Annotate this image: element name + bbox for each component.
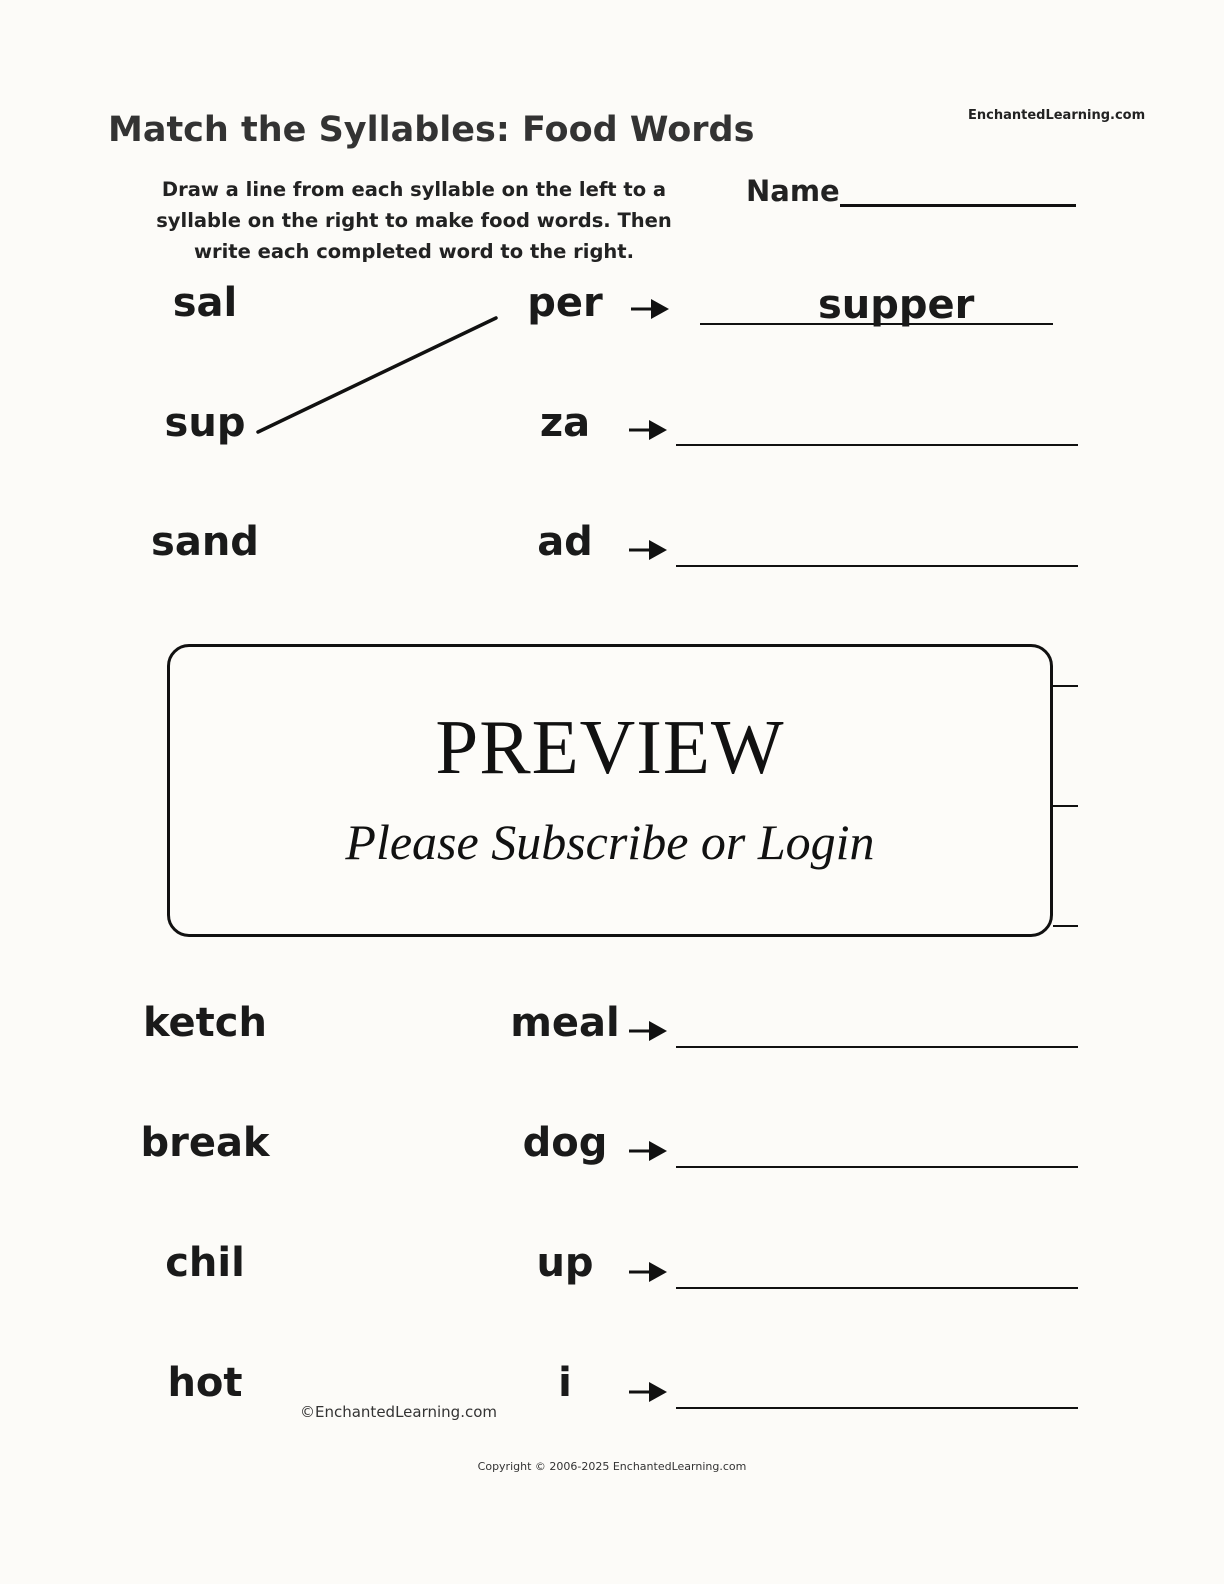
left-syllable: sand [151, 519, 259, 565]
answer-line[interactable] [676, 1407, 1078, 1409]
answer-line-stub [1053, 685, 1078, 687]
arrow-icon [629, 1140, 667, 1162]
arrow-icon [629, 1381, 667, 1403]
right-syllable: za [539, 400, 591, 446]
answer-line[interactable] [676, 1287, 1078, 1289]
left-syllable: chil [165, 1240, 245, 1286]
right-syllable: i [558, 1360, 572, 1406]
right-syllable: meal [510, 1000, 620, 1046]
name-write-line[interactable] [840, 204, 1076, 207]
right-syllable: ad [537, 519, 593, 565]
arrow-icon [631, 298, 669, 320]
left-syllable: ketch [143, 1000, 267, 1046]
preview-title: PREVIEW [435, 704, 785, 790]
subscribe-login-link[interactable]: Please Subscribe or Login [345, 814, 875, 870]
example-answer: supper [818, 282, 975, 328]
answer-line[interactable] [676, 565, 1078, 567]
arrow-icon [629, 1261, 667, 1283]
answer-line-stub [1053, 805, 1078, 807]
instructions: Draw a line from each syllable on the left to a syllable on the right to make food words. Then write each completed word to the right. [156, 178, 672, 263]
answer-line[interactable] [676, 444, 1078, 446]
preview-overlay[interactable] [167, 644, 1053, 937]
watermark: ©EnchantedLearning.com [300, 1403, 497, 1421]
left-syllable: sup [164, 400, 246, 446]
left-syllable: hot [167, 1360, 243, 1406]
answer-line-stub [1053, 925, 1078, 927]
answer-line[interactable] [676, 1166, 1078, 1168]
right-syllable: dog [522, 1120, 608, 1166]
answer-line[interactable] [676, 1046, 1078, 1048]
name-label: Name [746, 174, 840, 208]
right-syllable: up [536, 1240, 594, 1286]
arrow-icon [629, 1020, 667, 1042]
page-title: Match the Syllables: Food Words [108, 110, 755, 150]
copyright: Copyright © 2006-2025 EnchantedLearning.com [477, 1460, 747, 1473]
left-syllable: sal [172, 280, 238, 326]
arrow-icon [629, 419, 667, 441]
arrow-icon [629, 539, 667, 561]
right-syllable: per [527, 280, 603, 326]
left-syllable: break [140, 1120, 270, 1166]
site-brand: EnchantedLearning.com [968, 108, 1146, 123]
